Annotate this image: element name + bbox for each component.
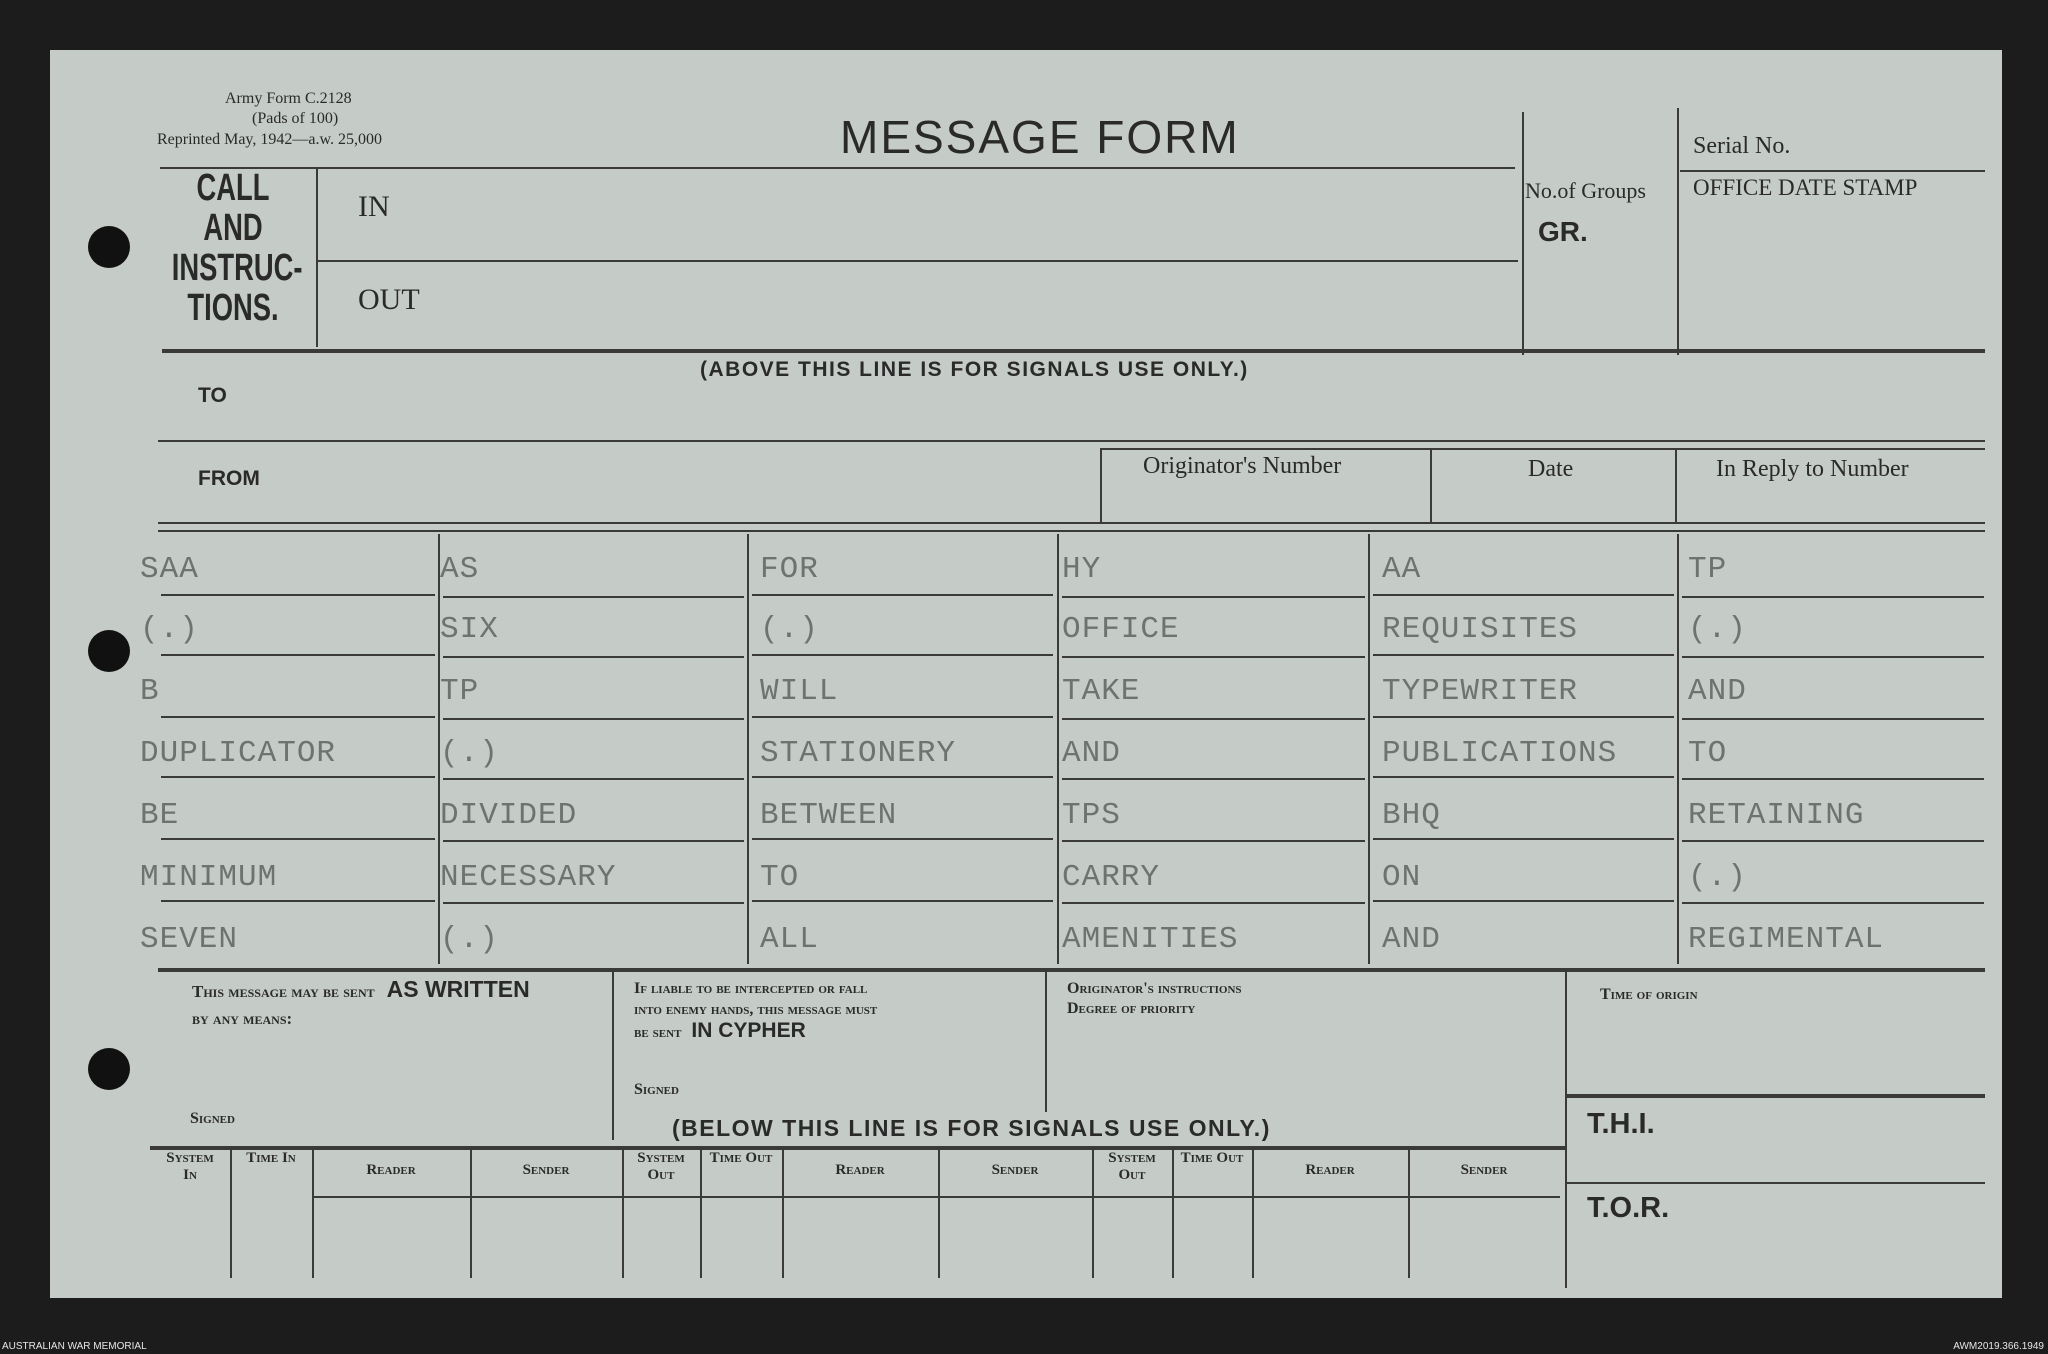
signal-table-header: Reader [835, 1162, 885, 1178]
message-word: TAKE [1062, 674, 1141, 709]
message-grid-line [1682, 902, 1984, 904]
as-written-block: This message may be sent AS WRITTEN by any means: [192, 976, 530, 1028]
serial-number-label: Serial No. [1693, 133, 1791, 159]
originator-instr-divider [1045, 970, 1047, 1112]
message-grid-line [1062, 656, 1365, 658]
message-grid-line [1682, 840, 1984, 842]
signals-below-rule [150, 1146, 1567, 1150]
message-grid-line [752, 654, 1053, 656]
message-word: SEVEN [140, 922, 239, 957]
call-and-instructions-label: CALL AND INSTRUC- TIONS. [171, 167, 303, 329]
from-label: FROM [198, 467, 260, 490]
address-bottom-rule-2 [158, 530, 1985, 532]
message-grid-line [1682, 656, 1984, 658]
to-rule [158, 440, 1985, 442]
message-grid-line [161, 776, 435, 778]
call-block-divider [316, 167, 318, 347]
message-grid-line [752, 594, 1053, 596]
message-word: MINIMUM [140, 860, 278, 895]
message-grid-line [443, 778, 744, 780]
message-grid-line [752, 776, 1053, 778]
message-grid-line [1373, 594, 1674, 596]
signal-table-header: Time Out [709, 1150, 773, 1166]
message-word: (.) [1688, 612, 1747, 647]
message-grid-line [1373, 900, 1674, 902]
message-grid-line [1062, 596, 1365, 598]
originators-number-label: Originator's Number [1143, 453, 1342, 479]
message-word: HY [1062, 552, 1102, 587]
stamp-divider [1677, 108, 1679, 355]
instructions-divider [612, 970, 614, 1140]
cypher-block: If liable to be intercepted or fall into enemy hands, this message must be sent IN CYPHER [634, 980, 878, 1042]
time-of-origin-label: Time of origin [1600, 986, 1698, 1003]
message-word: (.) [440, 922, 499, 957]
message-grid-line [1062, 840, 1365, 842]
time-origin-divider [1565, 970, 1567, 1288]
signal-table-header: Sender [991, 1162, 1039, 1178]
message-grid-line [1682, 596, 1984, 598]
signal-table-header: Reader [366, 1162, 416, 1178]
in-label: IN [358, 190, 390, 223]
originator-divider [1100, 448, 1102, 524]
groups-divider [1522, 112, 1524, 355]
message-word: TYPEWRITER [1382, 674, 1579, 709]
thi-label: T.H.I. [1587, 1108, 1655, 1140]
message-word: AMENITIES [1062, 922, 1239, 957]
message-grid-line [1682, 718, 1984, 720]
no-of-groups-label: No.of Groups [1525, 178, 1646, 203]
message-word: (.) [440, 736, 499, 771]
punch-hole-icon [88, 226, 130, 268]
message-word: BETWEEN [760, 798, 898, 833]
signal-table-header: Sender [522, 1162, 570, 1178]
message-word: PUBLICATIONS [1382, 736, 1618, 771]
message-word: REQUISITES [1382, 612, 1579, 647]
punch-hole-icon [88, 1048, 130, 1090]
message-word: (.) [760, 612, 819, 647]
signals-above-note: (ABOVE THIS LINE IS FOR SIGNALS USE ONLY.) [700, 358, 1249, 381]
message-word: ALL [760, 922, 819, 957]
message-grid-line [752, 716, 1053, 718]
message-grid-line [443, 902, 744, 904]
message-grid-line [752, 838, 1053, 840]
signal-table-divider [700, 1148, 702, 1278]
out-label: OUT [358, 283, 420, 316]
message-word: NECESSARY [440, 860, 617, 895]
signal-table-header: System In [166, 1150, 214, 1183]
to-label: TO [198, 384, 227, 407]
message-grid-line [1373, 716, 1674, 718]
degree-of-priority-label: Degree of priority [1067, 1000, 1196, 1017]
signals-above-rule [162, 349, 1985, 353]
message-word: ON [1382, 860, 1422, 895]
message-word: STATIONERY [760, 736, 957, 771]
message-grid-line [1062, 718, 1365, 720]
office-date-stamp-label: OFFICE DATE STAMP [1693, 175, 1918, 200]
message-grid-line [1373, 776, 1674, 778]
message-word: AND [1688, 674, 1747, 709]
message-grid-line [161, 900, 435, 902]
message-word: TP [1688, 552, 1728, 587]
message-word: (.) [1688, 860, 1747, 895]
message-word: CARRY [1062, 860, 1161, 895]
address-bottom-rule [158, 522, 1985, 524]
grid-col-divider [1677, 534, 1679, 964]
message-word: DUPLICATOR [140, 736, 337, 771]
message-word: AA [1382, 552, 1422, 587]
message-grid-line [161, 594, 435, 596]
signal-table-header-rule [312, 1196, 1560, 1198]
message-word: OFFICE [1062, 612, 1180, 647]
thi-tor-divider [1567, 1182, 1985, 1184]
message-grid-line [1682, 778, 1984, 780]
message-word: TP [440, 674, 480, 709]
signal-table-divider [230, 1148, 232, 1278]
message-word: BHQ [1382, 798, 1441, 833]
message-word: WILL [760, 674, 839, 709]
form-title: MESSAGE FORM [840, 111, 1240, 163]
date-label: Date [1528, 456, 1574, 482]
message-grid-line [443, 656, 744, 658]
serial-rule [1680, 170, 1985, 172]
signal-table-header: Sender [1460, 1162, 1508, 1178]
from-top-rule [1100, 448, 1985, 450]
signal-table-header: System Out [637, 1150, 685, 1183]
footer-left-credit: AUSTRALIAN WAR MEMORIAL [2, 1341, 147, 1352]
message-word: SAA [140, 552, 199, 587]
grid-col-divider [747, 534, 749, 964]
message-grid-line [1062, 778, 1365, 780]
grid-col-divider [1368, 534, 1370, 964]
message-word: TPS [1062, 798, 1121, 833]
message-word: RETAINING [1688, 798, 1865, 833]
signal-table-divider [1172, 1148, 1174, 1278]
message-word: SIX [440, 612, 499, 647]
reply-divider [1675, 448, 1677, 524]
signed-left-label: Signed [190, 1110, 235, 1127]
message-bottom-rule [158, 968, 1985, 972]
message-grid-line [161, 716, 435, 718]
message-grid-line [161, 654, 435, 656]
message-word: AND [1062, 736, 1121, 771]
in-reply-label: In Reply to Number [1716, 456, 1909, 482]
signal-table-header: System Out [1108, 1150, 1156, 1183]
footer-accession-number: AWM2019.366.1949 [1953, 1341, 2044, 1352]
message-word: (.) [140, 612, 199, 647]
gr-label: GR. [1538, 216, 1588, 247]
message-word: BE [140, 798, 180, 833]
date-divider [1430, 448, 1432, 524]
signed-mid-label: Signed [634, 1081, 679, 1098]
reprint-note: Reprinted May, 1942—a.w. 25,000 [157, 131, 382, 148]
message-grid-line [1373, 838, 1674, 840]
message-grid-line [443, 596, 744, 598]
punch-hole-icon [88, 630, 130, 672]
signal-table-header: Reader [1305, 1162, 1355, 1178]
signals-below-note: (BELOW THIS LINE IS FOR SIGNALS USE ONLY.) [672, 1115, 1271, 1141]
message-word: B [140, 674, 160, 709]
in-out-divider [318, 260, 1518, 262]
signal-table-header: Time In [246, 1150, 296, 1166]
message-word: TO [1688, 736, 1728, 771]
message-word: AS [440, 552, 480, 587]
header-rule [160, 167, 1515, 169]
pads-note: (Pads of 100) [252, 110, 339, 127]
message-grid-line [1062, 902, 1365, 904]
message-grid-line [443, 840, 744, 842]
message-word: FOR [760, 552, 819, 587]
originator-instructions-label: Originator's instructions [1067, 980, 1242, 997]
grid-col-divider [1057, 534, 1059, 964]
thi-top-rule [1567, 1094, 1985, 1098]
message-word: TO [760, 860, 800, 895]
signal-table-header: Time Out [1180, 1150, 1244, 1166]
army-form-number: Army Form C.2128 [225, 90, 352, 107]
tor-label: T.O.R. [1587, 1192, 1670, 1224]
message-grid-line [1373, 654, 1674, 656]
message-word: DIVIDED [440, 798, 578, 833]
message-word: AND [1382, 922, 1441, 957]
message-grid-line [752, 900, 1053, 902]
message-grid-line [161, 838, 435, 840]
message-grid-line [443, 718, 744, 720]
message-word: REGIMENTAL [1688, 922, 1885, 957]
